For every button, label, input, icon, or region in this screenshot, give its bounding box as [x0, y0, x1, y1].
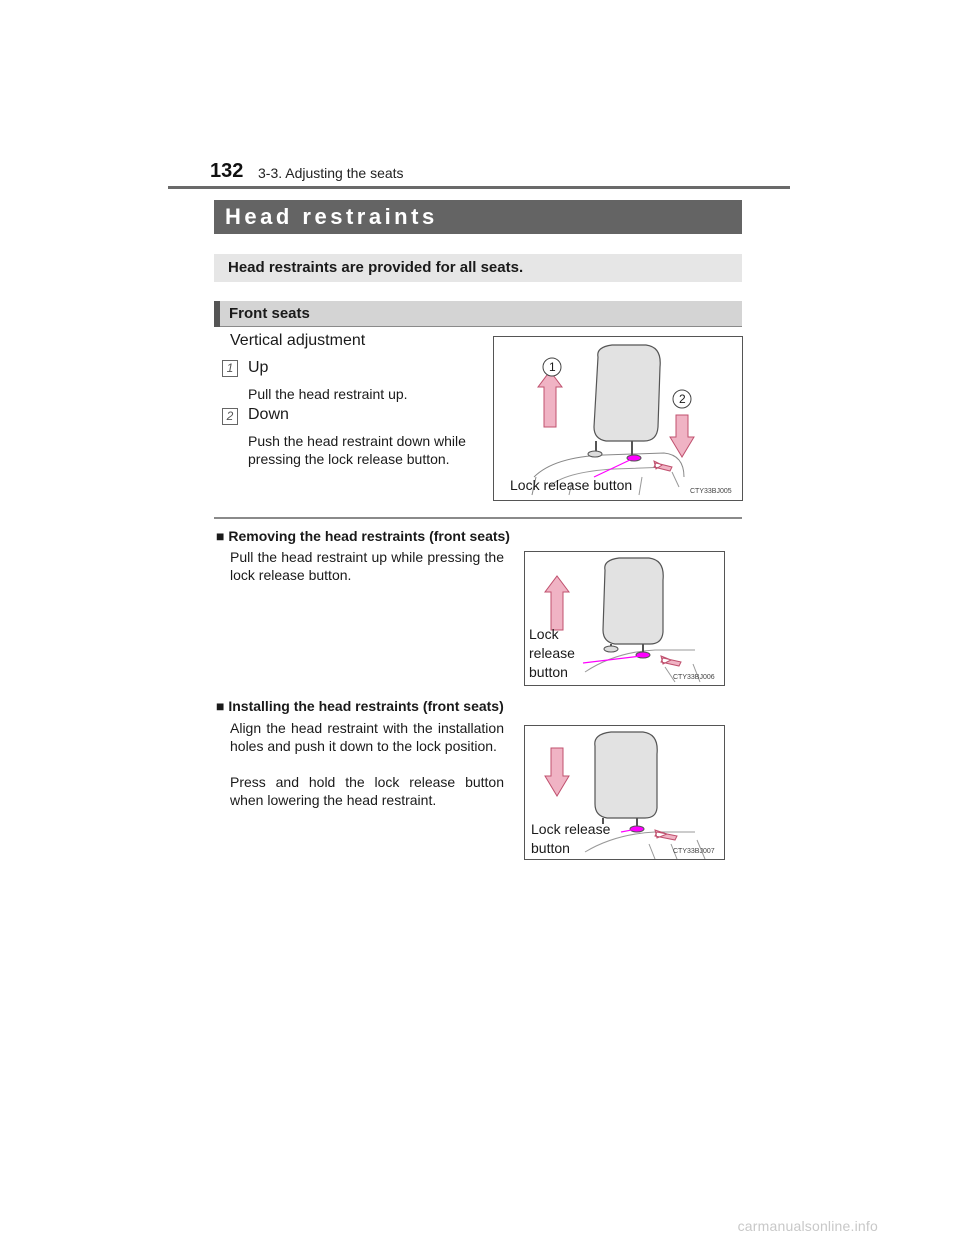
lead-box — [214, 254, 742, 282]
title-bar — [214, 200, 742, 234]
removing-heading — [216, 528, 510, 544]
step-2-label: Down — [248, 406, 289, 423]
fig3-label-line1: Lock release — [531, 821, 611, 837]
figure-installing — [524, 725, 725, 860]
step-2-badge: 2 — [222, 408, 238, 425]
fig2-label-line1: Lock — [529, 626, 559, 642]
page-number: 132 — [210, 160, 244, 182]
footer-watermark: carmanualsonline.info — [737, 1218, 878, 1234]
fig3-label-line2: button — [531, 840, 570, 856]
installing-text-2: Press and hold the lock release button when lowering the head restraint. — [230, 774, 504, 808]
fig2-code: CTY33BJ006 — [673, 674, 715, 681]
header-rule — [168, 186, 790, 189]
removing-heading-text: Removing the head restraints (front seats) — [228, 528, 510, 544]
installing-heading — [216, 698, 504, 714]
step-2-text: Push the head restraint down while pressing the lock release button. — [248, 433, 466, 467]
installing-heading-text: Installing the head restraints (front seats) — [228, 698, 504, 714]
vertical-heading: Vertical adjustment — [230, 332, 366, 349]
step-1-text: Pull the head restraint up. — [248, 386, 408, 402]
fig2-label-line2: release — [529, 645, 575, 661]
figure-removing — [524, 551, 725, 686]
step-1-label: Up — [248, 359, 269, 376]
lead-text: Head restraints are provided for all seats. — [228, 259, 524, 276]
step-1-badge: 1 — [222, 360, 238, 377]
page-title: Head restraints — [225, 204, 438, 229]
subsection-title: Front seats — [229, 305, 310, 322]
removing-text: Pull the head restraint up while pressing the lock release button. — [230, 549, 504, 583]
subsection-bar — [214, 301, 220, 327]
section-divider — [214, 517, 742, 519]
figure-vertical-adjustment — [493, 336, 743, 501]
fig1-callout-2: 2 — [679, 392, 686, 406]
fig2-label-line3: button — [529, 664, 568, 680]
fig3-code: CTY33BJ007 — [673, 848, 715, 855]
subsection-header — [214, 301, 742, 327]
bullet-square-icon: ■ — [216, 698, 225, 714]
fig1-lock-release-label: Lock release button — [510, 477, 633, 493]
fig1-callout-1: 1 — [549, 360, 556, 374]
installing-text-1: Align the head restraint with the installation holes and push it down to the lock position. — [230, 720, 504, 754]
fig1-code: CTY33BJ005 — [690, 488, 732, 495]
bullet-square-icon: ■ — [216, 528, 225, 544]
section-label: 3-3. Adjusting the seats — [258, 165, 404, 181]
